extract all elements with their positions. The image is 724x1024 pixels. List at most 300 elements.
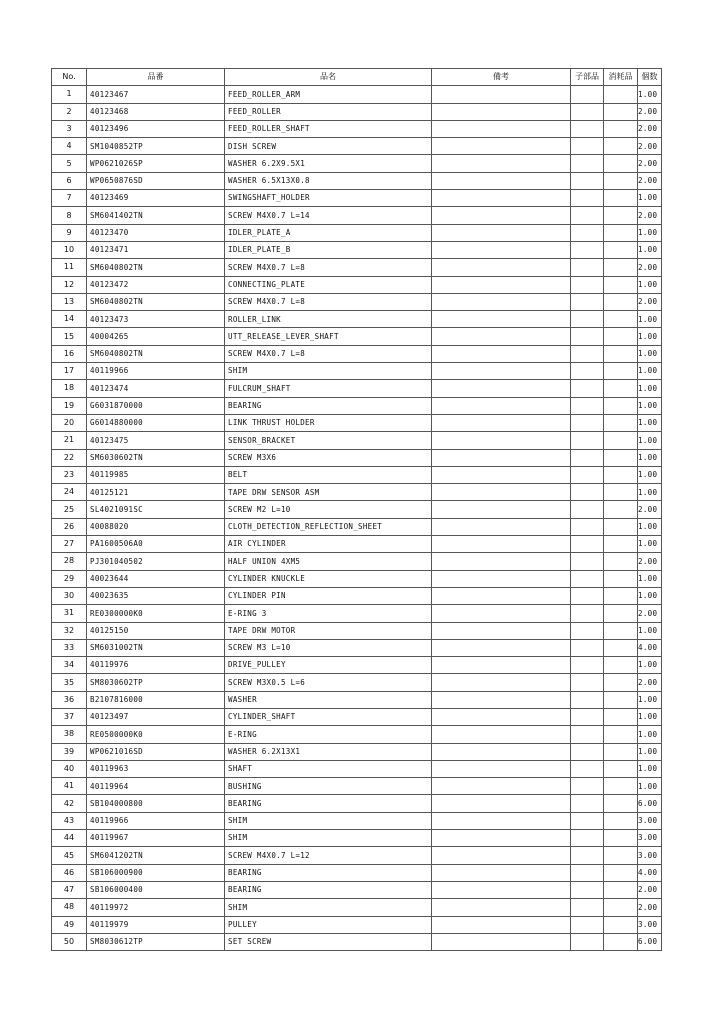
table-row — [52, 120, 662, 137]
sub-part-cell — [571, 414, 604, 431]
row-no-cell: 18 — [52, 380, 87, 397]
col-header-consumable: 消耗品 — [604, 69, 638, 86]
consumable-cell — [604, 812, 638, 829]
part-number-cell: 40119972 — [87, 899, 225, 916]
table-row — [52, 864, 662, 881]
part-name-cell: AIR CYLINDER — [225, 536, 432, 553]
part-number-cell: PA1600506A0 — [87, 536, 225, 553]
part-name-cell: E-RING — [225, 726, 432, 743]
quantity-cell: 2.00 — [638, 674, 662, 691]
sub-part-cell — [571, 155, 604, 172]
consumable-cell — [604, 414, 638, 431]
part-name-cell: HALF UNION 4XM5 — [225, 553, 432, 570]
row-no-cell: 2 — [52, 103, 87, 120]
consumable-cell — [604, 449, 638, 466]
quantity-cell: 2.00 — [638, 881, 662, 898]
col-header-part-name: 品名 — [225, 69, 432, 86]
table-row — [52, 432, 662, 449]
part-name-cell: ROLLER_LINK — [225, 311, 432, 328]
row-no-cell: 50 — [52, 933, 87, 950]
sub-part-cell — [571, 899, 604, 916]
row-no-cell: 5 — [52, 155, 87, 172]
row-no-cell: 13 — [52, 293, 87, 310]
remarks-cell — [432, 553, 571, 570]
part-name-cell: CYLINDER PIN — [225, 587, 432, 604]
table-row — [52, 605, 662, 622]
sub-part-cell — [571, 86, 604, 103]
quantity-cell: 1.00 — [638, 691, 662, 708]
row-no-cell: 42 — [52, 795, 87, 812]
quantity-cell: 1.00 — [638, 708, 662, 725]
sub-part-cell — [571, 276, 604, 293]
part-name-cell: TAPE DRW MOTOR — [225, 622, 432, 639]
sub-part-cell — [571, 570, 604, 587]
row-no-cell: 15 — [52, 328, 87, 345]
sub-part-cell — [571, 830, 604, 847]
consumable-cell — [604, 397, 638, 414]
remarks-cell — [432, 864, 571, 881]
consumable-cell — [604, 518, 638, 535]
quantity-cell: 1.00 — [638, 466, 662, 483]
remarks-cell — [432, 120, 571, 137]
remarks-cell — [432, 207, 571, 224]
quantity-cell: 1.00 — [638, 224, 662, 241]
part-number-cell: 40119964 — [87, 778, 225, 795]
sub-part-cell — [571, 138, 604, 155]
sub-part-cell — [571, 172, 604, 189]
table-row — [52, 639, 662, 656]
part-name-cell: DISH SCREW — [225, 138, 432, 155]
row-no-cell: 41 — [52, 778, 87, 795]
table-row — [52, 674, 662, 691]
part-name-cell: SCREW M4X0.7 L=8 — [225, 259, 432, 276]
sub-part-cell — [571, 553, 604, 570]
remarks-cell — [432, 708, 571, 725]
quantity-cell: 1.00 — [638, 328, 662, 345]
part-name-cell: SHIM — [225, 363, 432, 380]
quantity-cell: 1.00 — [638, 241, 662, 258]
sub-part-cell — [571, 241, 604, 258]
consumable-cell — [604, 847, 638, 864]
table-row — [52, 103, 662, 120]
part-name-cell: SCREW M4X0.7 L=8 — [225, 293, 432, 310]
remarks-cell — [432, 881, 571, 898]
quantity-cell: 2.00 — [638, 899, 662, 916]
consumable-cell — [604, 86, 638, 103]
sub-part-cell — [571, 708, 604, 725]
part-name-cell: TAPE DRW SENSOR ASM — [225, 484, 432, 501]
consumable-cell — [604, 380, 638, 397]
part-name-cell: FEED_ROLLER_ARM — [225, 86, 432, 103]
remarks-cell — [432, 363, 571, 380]
table-row — [52, 760, 662, 777]
row-no-cell: 47 — [52, 881, 87, 898]
row-no-cell: 35 — [52, 674, 87, 691]
table-row — [52, 916, 662, 933]
row-no-cell: 7 — [52, 190, 87, 207]
part-number-cell: 40125150 — [87, 622, 225, 639]
part-name-cell: FEED_ROLLER_SHAFT — [225, 120, 432, 137]
table-row — [52, 293, 662, 310]
quantity-cell: 2.00 — [638, 155, 662, 172]
consumable-cell — [604, 172, 638, 189]
sub-part-cell — [571, 328, 604, 345]
remarks-cell — [432, 587, 571, 604]
quantity-cell: 1.00 — [638, 345, 662, 362]
part-number-cell: SM8030612TP — [87, 933, 225, 950]
part-number-cell: 40123497 — [87, 708, 225, 725]
remarks-cell — [432, 397, 571, 414]
consumable-cell — [604, 639, 638, 656]
row-no-cell: 24 — [52, 484, 87, 501]
sub-part-cell — [571, 812, 604, 829]
sub-part-cell — [571, 674, 604, 691]
quantity-cell: 2.00 — [638, 605, 662, 622]
part-name-cell: SWINGSHAFT_HOLDER — [225, 190, 432, 207]
remarks-cell — [432, 501, 571, 518]
quantity-cell: 2.00 — [638, 293, 662, 310]
remarks-cell — [432, 743, 571, 760]
part-number-cell: 40123474 — [87, 380, 225, 397]
remarks-cell — [432, 432, 571, 449]
remarks-cell — [432, 639, 571, 656]
part-number-cell: 40119967 — [87, 830, 225, 847]
part-name-cell: SCREW M3 L=10 — [225, 639, 432, 656]
table-row — [52, 484, 662, 501]
remarks-cell — [432, 190, 571, 207]
table-row — [52, 172, 662, 189]
sub-part-cell — [571, 536, 604, 553]
part-number-cell: 40123471 — [87, 241, 225, 258]
part-number-cell: 40125121 — [87, 484, 225, 501]
col-header-no: No. — [52, 69, 87, 86]
remarks-cell — [432, 484, 571, 501]
table-row — [52, 138, 662, 155]
remarks-cell — [432, 86, 571, 103]
part-number-cell: 40123468 — [87, 103, 225, 120]
part-name-cell: SCREW M4X0.7 L=12 — [225, 847, 432, 864]
table-row — [52, 899, 662, 916]
part-number-cell: SM6041402TN — [87, 207, 225, 224]
part-number-cell: 40123467 — [87, 86, 225, 103]
part-name-cell: SCREW M4X0.7 L=8 — [225, 345, 432, 362]
part-number-cell: SB104000800 — [87, 795, 225, 812]
part-name-cell: BEARING — [225, 397, 432, 414]
part-name-cell: WASHER 6.5X13X0.8 — [225, 172, 432, 189]
consumable-cell — [604, 484, 638, 501]
quantity-cell: 1.00 — [638, 397, 662, 414]
row-no-cell: 20 — [52, 414, 87, 431]
remarks-cell — [432, 311, 571, 328]
part-name-cell: BUSHING — [225, 778, 432, 795]
part-name-cell: SHIM — [225, 812, 432, 829]
sub-part-cell — [571, 778, 604, 795]
quantity-cell: 2.00 — [638, 103, 662, 120]
consumable-cell — [604, 778, 638, 795]
quantity-cell: 2.00 — [638, 138, 662, 155]
remarks-cell — [432, 103, 571, 120]
part-number-cell: WP0621016SD — [87, 743, 225, 760]
row-no-cell: 25 — [52, 501, 87, 518]
table-row — [52, 622, 662, 639]
part-number-cell: 40119976 — [87, 657, 225, 674]
remarks-cell — [432, 933, 571, 950]
row-no-cell: 44 — [52, 830, 87, 847]
sub-part-cell — [571, 587, 604, 604]
remarks-cell — [432, 328, 571, 345]
sub-part-cell — [571, 657, 604, 674]
consumable-cell — [604, 224, 638, 241]
remarks-cell — [432, 138, 571, 155]
table-row — [52, 259, 662, 276]
remarks-cell — [432, 795, 571, 812]
remarks-cell — [432, 414, 571, 431]
row-no-cell: 37 — [52, 708, 87, 725]
sub-part-cell — [571, 293, 604, 310]
row-no-cell: 31 — [52, 605, 87, 622]
row-no-cell: 1 — [52, 86, 87, 103]
remarks-cell — [432, 605, 571, 622]
part-number-cell: PJ301040502 — [87, 553, 225, 570]
sub-part-cell — [571, 847, 604, 864]
part-number-cell: 40119979 — [87, 916, 225, 933]
consumable-cell — [604, 691, 638, 708]
parts-table-body — [52, 86, 662, 951]
col-header-remarks: 備考 — [432, 69, 571, 86]
consumable-cell — [604, 155, 638, 172]
table-row — [52, 708, 662, 725]
part-name-cell: SHIM — [225, 899, 432, 916]
table-row — [52, 86, 662, 103]
remarks-cell — [432, 657, 571, 674]
remarks-cell — [432, 293, 571, 310]
part-number-cell: 40123473 — [87, 311, 225, 328]
table-row — [52, 933, 662, 950]
col-header-quantity: 個数 — [638, 69, 662, 86]
consumable-cell — [604, 760, 638, 777]
sub-part-cell — [571, 639, 604, 656]
table-row — [52, 466, 662, 483]
table-row — [52, 276, 662, 293]
table-row — [52, 657, 662, 674]
quantity-cell: 1.00 — [638, 743, 662, 760]
part-number-cell: WP0650876SD — [87, 172, 225, 189]
consumable-cell — [604, 466, 638, 483]
quantity-cell: 2.00 — [638, 259, 662, 276]
quantity-cell: 3.00 — [638, 916, 662, 933]
part-name-cell: BEARING — [225, 881, 432, 898]
consumable-cell — [604, 293, 638, 310]
quantity-cell: 1.00 — [638, 86, 662, 103]
sub-part-cell — [571, 120, 604, 137]
part-name-cell: SET SCREW — [225, 933, 432, 950]
table-row — [52, 691, 662, 708]
part-number-cell: 40123472 — [87, 276, 225, 293]
part-number-cell: 40119963 — [87, 760, 225, 777]
quantity-cell: 1.00 — [638, 778, 662, 795]
sub-part-cell — [571, 190, 604, 207]
col-header-sub-part: 子部品 — [571, 69, 604, 86]
table-row — [52, 363, 662, 380]
sub-part-cell — [571, 380, 604, 397]
remarks-cell — [432, 847, 571, 864]
remarks-cell — [432, 380, 571, 397]
table-row — [52, 501, 662, 518]
consumable-cell — [604, 570, 638, 587]
part-name-cell: BEARING — [225, 864, 432, 881]
consumable-cell — [604, 916, 638, 933]
quantity-cell: 1.00 — [638, 432, 662, 449]
part-name-cell: IDLER_PLATE_A — [225, 224, 432, 241]
parts-list-table — [51, 68, 662, 951]
remarks-cell — [432, 570, 571, 587]
sub-part-cell — [571, 259, 604, 276]
sub-part-cell — [571, 432, 604, 449]
part-number-cell: SM6040802TN — [87, 259, 225, 276]
table-row — [52, 830, 662, 847]
part-name-cell: WASHER 6.2X13X1 — [225, 743, 432, 760]
part-name-cell: E-RING 3 — [225, 605, 432, 622]
consumable-cell — [604, 259, 638, 276]
sub-part-cell — [571, 311, 604, 328]
consumable-cell — [604, 899, 638, 916]
quantity-cell: 1.00 — [638, 380, 662, 397]
consumable-cell — [604, 743, 638, 760]
consumable-cell — [604, 241, 638, 258]
table-row — [52, 795, 662, 812]
part-name-cell: FEED_ROLLER — [225, 103, 432, 120]
part-number-cell: SM6031002TN — [87, 639, 225, 656]
part-name-cell: IDLER_PLATE_B — [225, 241, 432, 258]
part-number-cell: 40004265 — [87, 328, 225, 345]
table-row — [52, 380, 662, 397]
sub-part-cell — [571, 916, 604, 933]
table-row — [52, 190, 662, 207]
sub-part-cell — [571, 691, 604, 708]
sub-part-cell — [571, 449, 604, 466]
table-row — [52, 155, 662, 172]
table-row — [52, 881, 662, 898]
quantity-cell: 1.00 — [638, 622, 662, 639]
quantity-cell: 1.00 — [638, 536, 662, 553]
part-name-cell: BELT — [225, 466, 432, 483]
quantity-cell: 1.00 — [638, 570, 662, 587]
consumable-cell — [604, 726, 638, 743]
remarks-cell — [432, 726, 571, 743]
quantity-cell: 1.00 — [638, 276, 662, 293]
consumable-cell — [604, 276, 638, 293]
part-name-cell: PULLEY — [225, 916, 432, 933]
sub-part-cell — [571, 345, 604, 362]
consumable-cell — [604, 622, 638, 639]
sub-part-cell — [571, 622, 604, 639]
part-number-cell: SB106000400 — [87, 881, 225, 898]
row-no-cell: 33 — [52, 639, 87, 656]
remarks-cell — [432, 466, 571, 483]
table-row — [52, 328, 662, 345]
row-no-cell: 45 — [52, 847, 87, 864]
row-no-cell: 6 — [52, 172, 87, 189]
sub-part-cell — [571, 103, 604, 120]
part-name-cell: CLOTH_DETECTION_REFLECTION_SHEET — [225, 518, 432, 535]
quantity-cell: 1.00 — [638, 414, 662, 431]
remarks-cell — [432, 224, 571, 241]
table-row — [52, 847, 662, 864]
remarks-cell — [432, 691, 571, 708]
consumable-cell — [604, 207, 638, 224]
part-name-cell: CONNECTING_PLATE — [225, 276, 432, 293]
part-name-cell: SCREW M4X0.7 L=14 — [225, 207, 432, 224]
col-header-part-number: 品番 — [87, 69, 225, 86]
row-no-cell: 30 — [52, 587, 87, 604]
sub-part-cell — [571, 518, 604, 535]
quantity-cell: 4.00 — [638, 639, 662, 656]
sub-part-cell — [571, 743, 604, 760]
part-name-cell: LINK THRUST HOLDER — [225, 414, 432, 431]
quantity-cell: 2.00 — [638, 501, 662, 518]
table-row — [52, 778, 662, 795]
part-name-cell: SCREW M3X0.5 L=6 — [225, 674, 432, 691]
table-row — [52, 743, 662, 760]
quantity-cell: 2.00 — [638, 172, 662, 189]
row-no-cell: 40 — [52, 760, 87, 777]
quantity-cell: 1.00 — [638, 760, 662, 777]
row-no-cell: 36 — [52, 691, 87, 708]
part-name-cell: CYLINDER KNUCKLE — [225, 570, 432, 587]
remarks-cell — [432, 449, 571, 466]
quantity-cell: 1.00 — [638, 657, 662, 674]
consumable-cell — [604, 553, 638, 570]
consumable-cell — [604, 328, 638, 345]
remarks-cell — [432, 276, 571, 293]
part-name-cell: CYLINDER_SHAFT — [225, 708, 432, 725]
row-no-cell: 9 — [52, 224, 87, 241]
table-row — [52, 241, 662, 258]
remarks-cell — [432, 899, 571, 916]
consumable-cell — [604, 120, 638, 137]
table-row — [52, 311, 662, 328]
table-row — [52, 224, 662, 241]
table-row — [52, 207, 662, 224]
remarks-cell — [432, 674, 571, 691]
part-name-cell: SENSOR_BRACKET — [225, 432, 432, 449]
table-row — [52, 553, 662, 570]
row-no-cell: 14 — [52, 311, 87, 328]
sub-part-cell — [571, 881, 604, 898]
quantity-cell: 2.00 — [638, 207, 662, 224]
consumable-cell — [604, 536, 638, 553]
sub-part-cell — [571, 726, 604, 743]
part-number-cell: G6031870000 — [87, 397, 225, 414]
table-row — [52, 518, 662, 535]
table-header-row — [52, 69, 662, 86]
sub-part-cell — [571, 501, 604, 518]
part-number-cell: SM1040852TP — [87, 138, 225, 155]
part-number-cell: 40023635 — [87, 587, 225, 604]
sub-part-cell — [571, 484, 604, 501]
quantity-cell: 6.00 — [638, 933, 662, 950]
part-number-cell: SM8030602TP — [87, 674, 225, 691]
sub-part-cell — [571, 207, 604, 224]
quantity-cell: 3.00 — [638, 847, 662, 864]
part-name-cell: SCREW M2 L=10 — [225, 501, 432, 518]
row-no-cell: 8 — [52, 207, 87, 224]
quantity-cell: 1.00 — [638, 190, 662, 207]
part-number-cell: 40119966 — [87, 812, 225, 829]
consumable-cell — [604, 190, 638, 207]
row-no-cell: 27 — [52, 536, 87, 553]
remarks-cell — [432, 830, 571, 847]
